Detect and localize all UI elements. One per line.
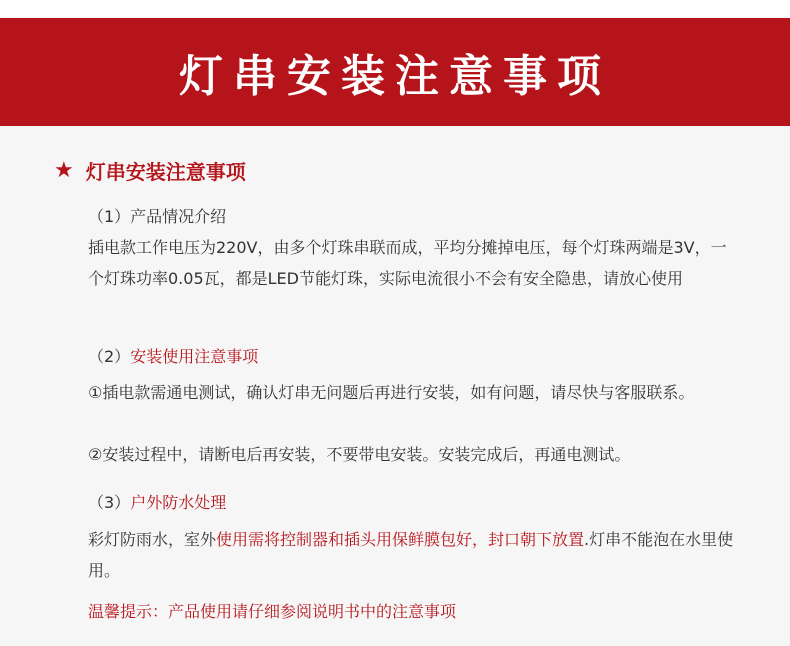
section1-title: （1）产品情况介绍 [88,207,227,226]
heading-text: 灯串安装注意事项 [85,160,246,184]
content-panel [0,126,790,646]
section3-label: 户外防水处理 [130,493,227,512]
section2-item1: ①插电款需通电测试，确认灯串无问题后再进行安装，如有问题，请尽快与客服联系。 [88,383,695,402]
section2-title [88,344,258,367]
section1-body: 插电款工作电压为220V，由多个灯珠串联而成，平均分摊掉电压，每个灯珠两端是3V，一个灯珠功率0.05瓦，都是LED节能灯珠，实际电流很小不会有安全隐患，请放心使用 [88,238,727,288]
section3-body-prefix: 彩灯防雨水，室外 [88,530,217,549]
section3-title [88,490,226,513]
section3-body-suffix: .灯串不能泡在水里使用。 [88,530,734,580]
warm-tip: 温馨提示：产品使用请仔细参阅说明书中的注意事项 [88,602,457,621]
section3-body-highlight: 使用需将控制器和插头用保鲜膜包好，封口朝下放置 [216,530,585,549]
section2-item2: ②安装过程中，请断电后再安装，不要带电安装。安装完成后，再通电测试。 [88,445,631,464]
section3-number: （3） [88,493,131,512]
section-heading [54,156,246,185]
title-banner [0,18,790,126]
section3-body [88,524,738,586]
section2-number: （2） [88,347,131,366]
section2-label: 安装使用注意事项 [130,347,259,366]
banner-title: 灯串安装注意事项 [179,51,611,102]
star-icon: ★ [54,158,74,183]
